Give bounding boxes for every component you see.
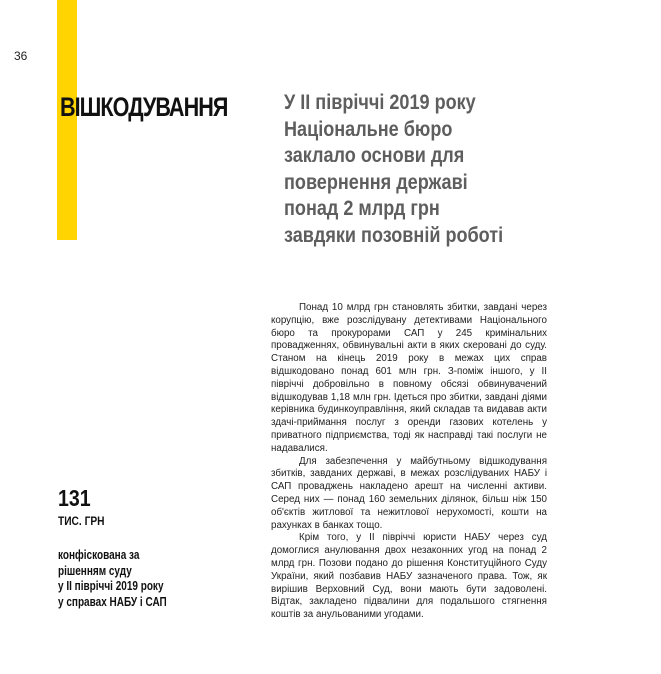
- stat-caption-line: у справах НАБУ і САП: [58, 594, 167, 609]
- headline-line: понад 2 млрд грн: [284, 197, 440, 220]
- body-paragraph: Крім того, у ІІ півріччі юристи НАБУ через суд домоглися анулювання двох незаконних угод на понад 2 млрд грн. Позови подано до рішення Конституційного Суду України, який позбавив НАБУ зазначеного права. Тож, як вирішив Верховний Суд, вони мають бути задоволені. Відтак, закладено підвалини для подальшого стягнення коштів за анульованими угодами.: [271, 532, 547, 621]
- section-title: ВІШКОДУВАННЯ: [60, 92, 228, 122]
- body-text: [271, 302, 547, 622]
- headline: [284, 90, 503, 249]
- stat-caption-line: у ІІ півріччі 2019 року: [58, 579, 164, 593]
- stat-caption-line: конфіскована за: [58, 548, 140, 562]
- body-paragraph: Для забезпечення у майбутньому відшкодування збитків, завданих державі, в межах розслідуваних НАБУ і САП проваджень накладено арешт на численні активи. Серед них — понад 160 земельних ділянок, більш ніж 150 об'єктів житлової та нежитлової нерухомості, кошти на рахунках в банках тощо.: [271, 455, 547, 531]
- headline-line: заклало основи для: [284, 144, 465, 167]
- headline-line: завдяки позовній роботі: [284, 223, 504, 247]
- stat-caption-line: рішенням суду: [58, 563, 132, 578]
- stat-caption: [58, 548, 167, 610]
- headline-line: У ІІ півріччі 2019 року: [284, 91, 476, 114]
- headline-line: повернення державі: [284, 170, 468, 194]
- body-paragraph: Понад 10 млрд грн становлять збитки, завдані через корупцію, вже розслідувану детективами Національного бюро та прокурорами САП у 245 кримінальних провадженнях, обвинувальні акти в яких скеровані до суду. Станом на кінець 2019 року в межах цих справ відшкодовано понад 601 млн грн. З-поміж іншого, у ІІ півріччі добровільно в повному обсязі обвинувачений відшкодував 1,18 млн грн. Ідеться про збитки, завдані діями керівника будинкоуправління, який складав та видавав акти здачі-приймання послуг з оренди газових котелень у приватного підприємства, тоді як насправді такі послуги не надавалися.: [271, 302, 547, 454]
- stat-number: 131: [58, 485, 91, 511]
- headline-line: Національне бюро: [284, 117, 453, 141]
- page-number: 36: [14, 49, 28, 63]
- stat-unit: ТИС. ГРН: [58, 514, 105, 528]
